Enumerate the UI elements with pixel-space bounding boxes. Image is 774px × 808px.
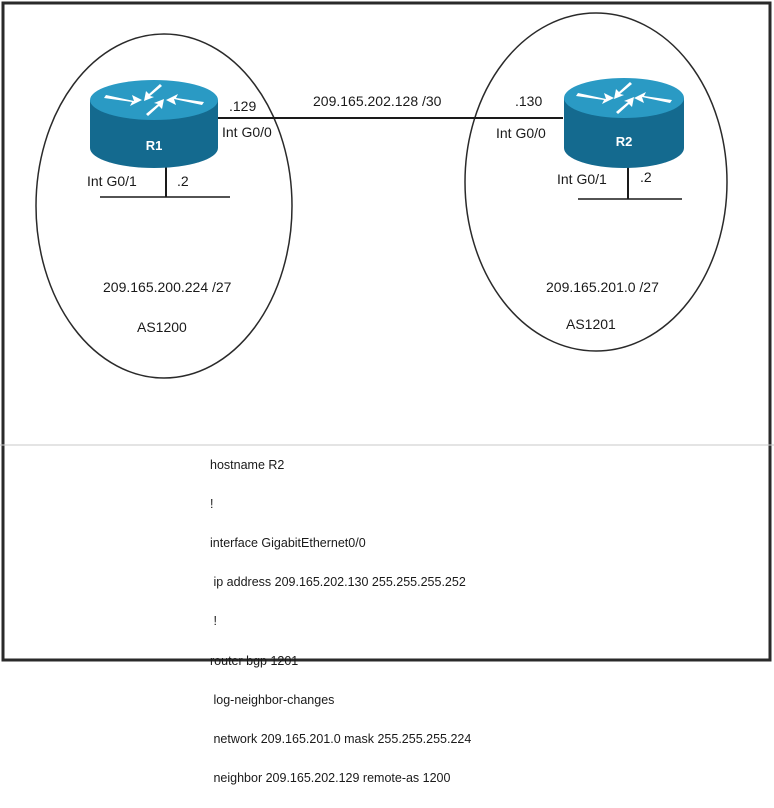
r2-link-interface: Int G0/0 — [496, 125, 546, 141]
r2-config-block — [210, 436, 471, 808]
config-line: interface GigabitEthernet0/0 — [210, 535, 366, 550]
router-name: R1 — [145, 138, 163, 153]
r2-lan-ip: .2 — [640, 169, 652, 185]
config-line: network 209.165.201.0 mask 255.255.255.224 — [210, 731, 472, 746]
router-r1 — [90, 80, 218, 168]
config-line: neighbor 209.165.202.129 remote-as 1200 — [210, 771, 451, 786]
config-line: hostname R2 — [210, 457, 285, 472]
r2-lan-interface: Int G0/1 — [557, 171, 607, 187]
r1-lan-interface: Int G0/1 — [87, 173, 137, 189]
router-icon — [90, 80, 218, 168]
as1201-label: AS1201 — [566, 316, 616, 332]
r1-link-interface: Int G0/0 — [222, 124, 272, 140]
config-line: router bgp 1201 — [210, 653, 299, 668]
router-icon — [564, 78, 684, 168]
r1-link-ip: .129 — [229, 98, 257, 114]
router-name: R2 — [615, 134, 633, 149]
as1200-label: AS1200 — [137, 319, 187, 335]
r1-lan-ip: .2 — [177, 173, 189, 189]
as1201-network: 209.165.201.0 /27 — [546, 279, 659, 295]
router-r2 — [564, 78, 684, 168]
r2-link-ip: .130 — [515, 93, 543, 109]
as1200-network: 209.165.200.224 /27 — [103, 279, 232, 295]
wan-subnet: 209.165.202.128 /30 — [313, 93, 442, 109]
config-line: ! — [210, 614, 217, 629]
config-line: ! — [210, 496, 214, 511]
config-line: log-neighbor-changes — [210, 692, 335, 707]
config-line: ip address 209.165.202.130 255.255.255.252 — [210, 575, 466, 590]
